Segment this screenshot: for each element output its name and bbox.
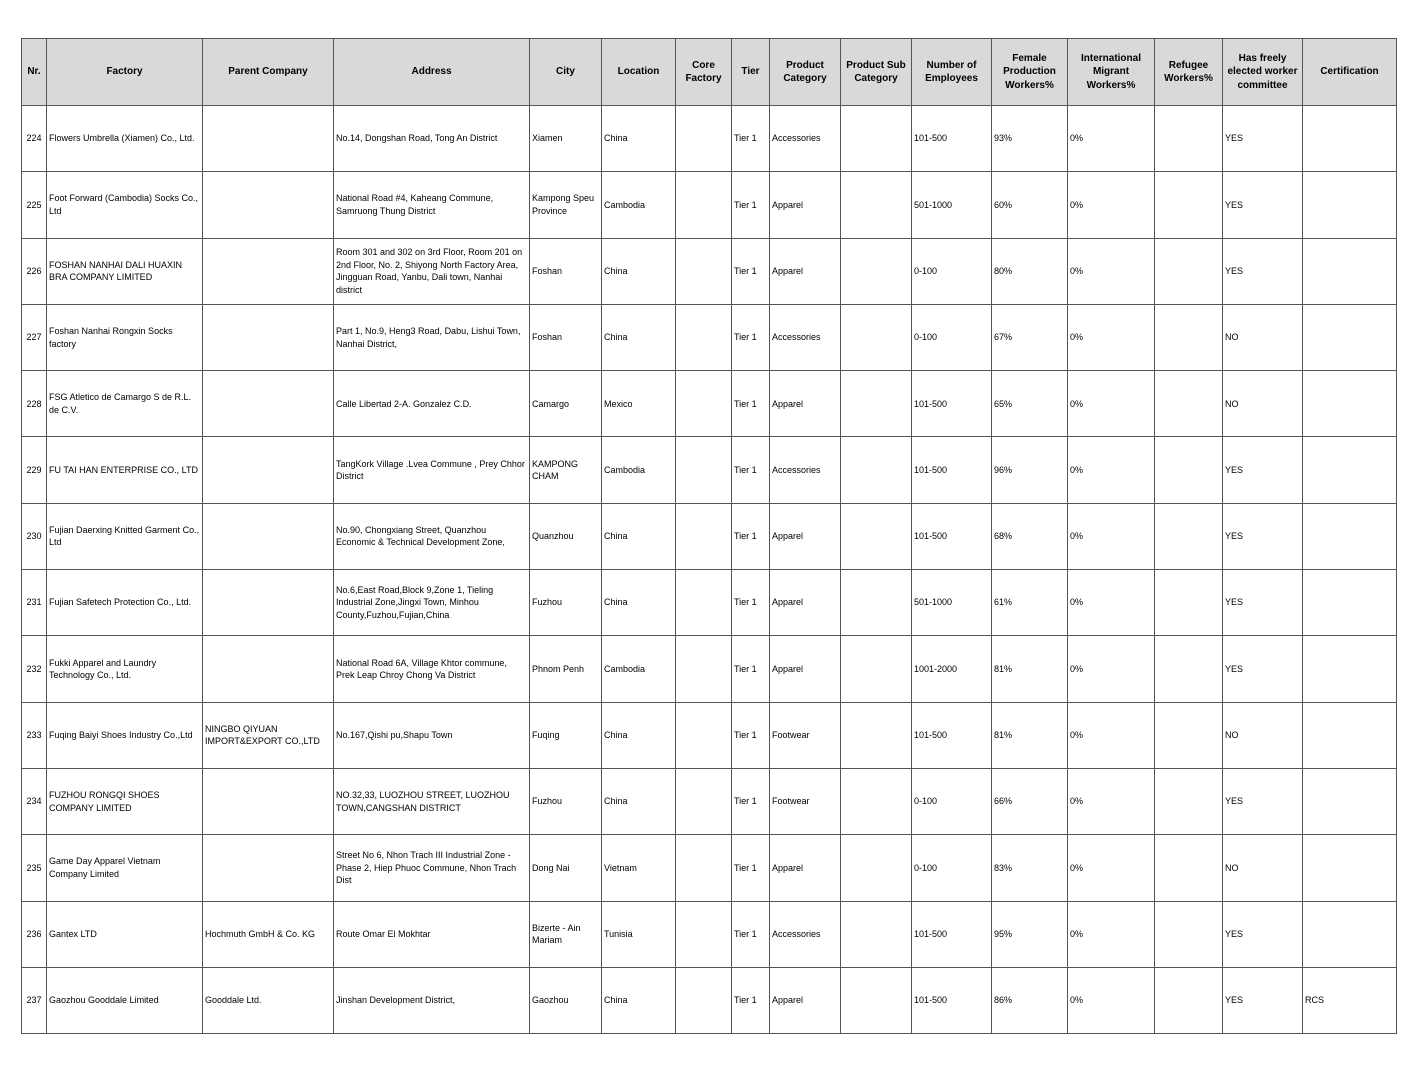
cell-location: Cambodia	[602, 636, 676, 702]
cell-refugee	[1155, 304, 1223, 370]
cell-subcategory	[841, 967, 912, 1033]
cell-tier: Tier 1	[732, 371, 770, 437]
cell-city: Quanzhou	[530, 503, 602, 569]
cell-committee: YES	[1223, 238, 1303, 304]
cell-tier: Tier 1	[732, 238, 770, 304]
cell-committee: YES	[1223, 570, 1303, 636]
cell-nr: 228	[22, 371, 47, 437]
cell-factory: FSG Atletico de Camargo S de R.L. de C.V.	[47, 371, 203, 437]
cell-employees: 1001-2000	[912, 636, 992, 702]
table-row	[22, 768, 1397, 834]
cell-address: National Road #4, Kaheang Commune, Samruong Thung District	[334, 172, 530, 238]
cell-location: China	[602, 304, 676, 370]
cell-category: Accessories	[770, 304, 841, 370]
cell-city: Fuqing	[530, 702, 602, 768]
cell-parent	[203, 636, 334, 702]
cell-parent	[203, 106, 334, 172]
cell-employees: 101-500	[912, 901, 992, 967]
cell-certification	[1303, 238, 1397, 304]
table-row	[22, 304, 1397, 370]
column-header: Location	[602, 39, 676, 106]
cell-location: China	[602, 570, 676, 636]
cell-female: 96%	[992, 437, 1068, 503]
table-row	[22, 437, 1397, 503]
cell-certification	[1303, 371, 1397, 437]
cell-location: China	[602, 106, 676, 172]
table-row	[22, 371, 1397, 437]
table-row	[22, 636, 1397, 702]
cell-employees: 501-1000	[912, 570, 992, 636]
table-row	[22, 238, 1397, 304]
cell-employees: 101-500	[912, 371, 992, 437]
cell-employees: 101-500	[912, 437, 992, 503]
cell-subcategory	[841, 106, 912, 172]
cell-subcategory	[841, 835, 912, 901]
cell-refugee	[1155, 835, 1223, 901]
cell-core	[676, 570, 732, 636]
cell-nr: 231	[22, 570, 47, 636]
cell-address: No.14, Dongshan Road, Tong An District	[334, 106, 530, 172]
cell-committee: YES	[1223, 636, 1303, 702]
cell-migrant: 0%	[1068, 967, 1155, 1033]
column-header: Refugee Workers%	[1155, 39, 1223, 106]
cell-category: Apparel	[770, 172, 841, 238]
cell-category: Accessories	[770, 901, 841, 967]
cell-subcategory	[841, 702, 912, 768]
cell-tier: Tier 1	[732, 835, 770, 901]
table-row	[22, 570, 1397, 636]
cell-address: Calle Libertad 2-A. Gonzalez C.D.	[334, 371, 530, 437]
cell-certification	[1303, 503, 1397, 569]
factory-table	[21, 38, 1397, 1034]
table-row	[22, 967, 1397, 1033]
cell-core	[676, 304, 732, 370]
cell-parent	[203, 437, 334, 503]
cell-location: China	[602, 768, 676, 834]
cell-subcategory	[841, 238, 912, 304]
cell-tier: Tier 1	[732, 901, 770, 967]
cell-location: Cambodia	[602, 172, 676, 238]
cell-certification	[1303, 570, 1397, 636]
cell-core	[676, 238, 732, 304]
cell-core	[676, 967, 732, 1033]
cell-parent: Gooddale Ltd.	[203, 967, 334, 1033]
cell-city: Fuzhou	[530, 570, 602, 636]
cell-factory: Fuqing Baiyi Shoes Industry Co.,Ltd	[47, 702, 203, 768]
cell-category: Footwear	[770, 768, 841, 834]
cell-female: 60%	[992, 172, 1068, 238]
cell-core	[676, 835, 732, 901]
cell-nr: 225	[22, 172, 47, 238]
cell-committee: YES	[1223, 106, 1303, 172]
column-header: Number of Employees	[912, 39, 992, 106]
cell-parent: NINGBO QIYUAN IMPORT&EXPORT CO.,LTD	[203, 702, 334, 768]
cell-certification	[1303, 172, 1397, 238]
cell-certification	[1303, 437, 1397, 503]
cell-core	[676, 901, 732, 967]
cell-location: Tunisia	[602, 901, 676, 967]
cell-subcategory	[841, 636, 912, 702]
cell-subcategory	[841, 503, 912, 569]
cell-refugee	[1155, 172, 1223, 238]
cell-female: 67%	[992, 304, 1068, 370]
table-row	[22, 503, 1397, 569]
cell-tier: Tier 1	[732, 304, 770, 370]
column-header: Female Production Workers%	[992, 39, 1068, 106]
column-header: Certification	[1303, 39, 1397, 106]
cell-migrant: 0%	[1068, 503, 1155, 569]
cell-tier: Tier 1	[732, 636, 770, 702]
cell-tier: Tier 1	[732, 967, 770, 1033]
cell-employees: 0-100	[912, 835, 992, 901]
cell-committee: YES	[1223, 768, 1303, 834]
cell-migrant: 0%	[1068, 702, 1155, 768]
cell-category: Apparel	[770, 835, 841, 901]
column-header: Tier	[732, 39, 770, 106]
cell-committee: YES	[1223, 503, 1303, 569]
cell-factory: FU TAI HAN ENTERPRISE CO., LTD	[47, 437, 203, 503]
cell-nr: 224	[22, 106, 47, 172]
cell-city: Foshan	[530, 304, 602, 370]
cell-address: Part 1, No.9, Heng3 Road, Dabu, Lishui Town, Nanhai District,	[334, 304, 530, 370]
cell-employees: 0-100	[912, 238, 992, 304]
cell-parent	[203, 172, 334, 238]
cell-nr: 235	[22, 835, 47, 901]
cell-female: 86%	[992, 967, 1068, 1033]
cell-parent	[203, 835, 334, 901]
cell-factory: Gantex LTD	[47, 901, 203, 967]
cell-committee: YES	[1223, 901, 1303, 967]
cell-nr: 230	[22, 503, 47, 569]
cell-subcategory	[841, 901, 912, 967]
cell-subcategory	[841, 304, 912, 370]
cell-committee: NO	[1223, 702, 1303, 768]
cell-tier: Tier 1	[732, 768, 770, 834]
cell-certification	[1303, 835, 1397, 901]
cell-female: 66%	[992, 768, 1068, 834]
cell-address: No.167,Qishi pu,Shapu Town	[334, 702, 530, 768]
cell-certification	[1303, 768, 1397, 834]
cell-factory: FUZHOU RONGQI SHOES COMPANY LIMITED	[47, 768, 203, 834]
cell-migrant: 0%	[1068, 238, 1155, 304]
cell-certification	[1303, 901, 1397, 967]
column-header: Product Category	[770, 39, 841, 106]
cell-category: Apparel	[770, 371, 841, 437]
cell-address: Route Omar El Mokhtar	[334, 901, 530, 967]
cell-refugee	[1155, 967, 1223, 1033]
table-row	[22, 702, 1397, 768]
cell-committee: NO	[1223, 371, 1303, 437]
cell-employees: 501-1000	[912, 172, 992, 238]
cell-category: Apparel	[770, 503, 841, 569]
cell-tier: Tier 1	[732, 172, 770, 238]
cell-core	[676, 503, 732, 569]
cell-city: Foshan	[530, 238, 602, 304]
cell-city: KAMPONG CHAM	[530, 437, 602, 503]
cell-female: 80%	[992, 238, 1068, 304]
cell-nr: 229	[22, 437, 47, 503]
cell-refugee	[1155, 901, 1223, 967]
cell-refugee	[1155, 570, 1223, 636]
cell-city: Camargo	[530, 371, 602, 437]
column-header: Nr.	[22, 39, 47, 106]
cell-factory: Fujian Safetech Protection Co., Ltd.	[47, 570, 203, 636]
cell-nr: 237	[22, 967, 47, 1033]
cell-factory: Game Day Apparel Vietnam Company Limited	[47, 835, 203, 901]
cell-location: China	[602, 503, 676, 569]
cell-parent	[203, 238, 334, 304]
cell-core	[676, 437, 732, 503]
column-header: Address	[334, 39, 530, 106]
cell-committee: YES	[1223, 172, 1303, 238]
cell-refugee	[1155, 768, 1223, 834]
cell-migrant: 0%	[1068, 371, 1155, 437]
cell-address: Room 301 and 302 on 3rd Floor, Room 201 on 2nd Floor, No. 2, Shiyong North Factory Area, Jingguan Road, Yanbu, Dali town, Nanhai district	[334, 238, 530, 304]
cell-refugee	[1155, 503, 1223, 569]
cell-migrant: 0%	[1068, 437, 1155, 503]
cell-address: No.90, Chongxiang Street, Quanzhou Economic & Technical Development Zone,	[334, 503, 530, 569]
cell-core	[676, 172, 732, 238]
cell-employees: 101-500	[912, 967, 992, 1033]
cell-subcategory	[841, 172, 912, 238]
cell-migrant: 0%	[1068, 106, 1155, 172]
cell-employees: 101-500	[912, 503, 992, 569]
cell-certification	[1303, 702, 1397, 768]
cell-migrant: 0%	[1068, 901, 1155, 967]
cell-migrant: 0%	[1068, 835, 1155, 901]
cell-address: National Road 6A, Village Khtor commune, Prek Leap Chroy Chong Va District	[334, 636, 530, 702]
cell-female: 81%	[992, 702, 1068, 768]
table-row	[22, 106, 1397, 172]
cell-nr: 227	[22, 304, 47, 370]
column-header: International Migrant Workers%	[1068, 39, 1155, 106]
cell-subcategory	[841, 768, 912, 834]
cell-category: Apparel	[770, 967, 841, 1033]
column-header: City	[530, 39, 602, 106]
cell-category: Accessories	[770, 106, 841, 172]
cell-factory: Fujian Daerxing Knitted Garment Co., Ltd	[47, 503, 203, 569]
cell-employees: 101-500	[912, 106, 992, 172]
cell-location: Cambodia	[602, 437, 676, 503]
cell-employees: 0-100	[912, 304, 992, 370]
cell-category: Accessories	[770, 437, 841, 503]
cell-female: 83%	[992, 835, 1068, 901]
header-row	[22, 39, 1397, 106]
cell-nr: 234	[22, 768, 47, 834]
cell-female: 81%	[992, 636, 1068, 702]
column-header: Parent Company	[203, 39, 334, 106]
cell-refugee	[1155, 437, 1223, 503]
cell-city: Xiamen	[530, 106, 602, 172]
cell-factory: Foot Forward (Cambodia) Socks Co., Ltd	[47, 172, 203, 238]
cell-migrant: 0%	[1068, 636, 1155, 702]
cell-female: 68%	[992, 503, 1068, 569]
cell-certification: RCS	[1303, 967, 1397, 1033]
cell-certification	[1303, 304, 1397, 370]
cell-address: TangKork Village .Lvea Commune , Prey Chhor District	[334, 437, 530, 503]
table-row	[22, 172, 1397, 238]
cell-location: China	[602, 702, 676, 768]
cell-refugee	[1155, 371, 1223, 437]
cell-location: China	[602, 238, 676, 304]
cell-parent	[203, 503, 334, 569]
cell-refugee	[1155, 106, 1223, 172]
cell-address: Jinshan Development District,	[334, 967, 530, 1033]
cell-category: Apparel	[770, 636, 841, 702]
column-header: Factory	[47, 39, 203, 106]
cell-factory: Flowers Umbrella (Xiamen) Co., Ltd.	[47, 106, 203, 172]
cell-category: Apparel	[770, 570, 841, 636]
cell-committee: YES	[1223, 967, 1303, 1033]
cell-tier: Tier 1	[732, 570, 770, 636]
cell-city: Kampong Speu Province	[530, 172, 602, 238]
cell-factory: Fukki Apparel and Laundry Technology Co., Ltd.	[47, 636, 203, 702]
cell-female: 93%	[992, 106, 1068, 172]
cell-core	[676, 702, 732, 768]
cell-tier: Tier 1	[732, 503, 770, 569]
cell-city: Gaozhou	[530, 967, 602, 1033]
cell-subcategory	[841, 437, 912, 503]
cell-category: Apparel	[770, 238, 841, 304]
cell-address: Street No 6, Nhon Trach III Industrial Zone - Phase 2, Hiep Phuoc Commune, Nhon Trach Dist	[334, 835, 530, 901]
column-header: Core Factory	[676, 39, 732, 106]
cell-refugee	[1155, 636, 1223, 702]
cell-migrant: 0%	[1068, 172, 1155, 238]
cell-location: Mexico	[602, 371, 676, 437]
cell-parent	[203, 304, 334, 370]
cell-nr: 232	[22, 636, 47, 702]
cell-city: Dong Nai	[530, 835, 602, 901]
cell-migrant: 0%	[1068, 768, 1155, 834]
cell-factory: FOSHAN NANHAI DALI HUAXIN BRA COMPANY LIMITED	[47, 238, 203, 304]
cell-core	[676, 768, 732, 834]
cell-migrant: 0%	[1068, 570, 1155, 636]
cell-migrant: 0%	[1068, 304, 1155, 370]
cell-nr: 226	[22, 238, 47, 304]
table-row	[22, 901, 1397, 967]
cell-subcategory	[841, 570, 912, 636]
cell-refugee	[1155, 238, 1223, 304]
cell-nr: 236	[22, 901, 47, 967]
cell-female: 65%	[992, 371, 1068, 437]
cell-tier: Tier 1	[732, 702, 770, 768]
column-header: Product Sub Category	[841, 39, 912, 106]
cell-parent	[203, 570, 334, 636]
cell-employees: 0-100	[912, 768, 992, 834]
cell-certification	[1303, 636, 1397, 702]
cell-tier: Tier 1	[732, 437, 770, 503]
cell-city: Fuzhou	[530, 768, 602, 834]
cell-address: NO.32,33, LUOZHOU STREET, LUOZHOU TOWN,CANGSHAN DISTRICT	[334, 768, 530, 834]
cell-committee: YES	[1223, 437, 1303, 503]
cell-certification	[1303, 106, 1397, 172]
cell-committee: NO	[1223, 304, 1303, 370]
table-row	[22, 835, 1397, 901]
cell-refugee	[1155, 702, 1223, 768]
cell-core	[676, 106, 732, 172]
cell-tier: Tier 1	[732, 106, 770, 172]
cell-parent	[203, 768, 334, 834]
cell-committee: NO	[1223, 835, 1303, 901]
cell-location: China	[602, 967, 676, 1033]
cell-location: Vietnam	[602, 835, 676, 901]
cell-subcategory	[841, 371, 912, 437]
cell-employees: 101-500	[912, 702, 992, 768]
cell-parent	[203, 371, 334, 437]
cell-city: Bizerte - Ain Mariam	[530, 901, 602, 967]
cell-female: 61%	[992, 570, 1068, 636]
cell-city: Phnom Penh	[530, 636, 602, 702]
cell-category: Footwear	[770, 702, 841, 768]
column-header: Has freely elected worker committee	[1223, 39, 1303, 106]
cell-female: 95%	[992, 901, 1068, 967]
cell-nr: 233	[22, 702, 47, 768]
cell-core	[676, 636, 732, 702]
cell-factory: Gaozhou Gooddale Limited	[47, 967, 203, 1033]
cell-core	[676, 371, 732, 437]
cell-address: No.6,East Road,Block 9,Zone 1, Tieling Industrial Zone,Jingxi Town, Minhou County,Fuzhou,Fujian,China	[334, 570, 530, 636]
cell-parent: Hochmuth GmbH & Co. KG	[203, 901, 334, 967]
cell-factory: Foshan Nanhai Rongxin Socks factory	[47, 304, 203, 370]
